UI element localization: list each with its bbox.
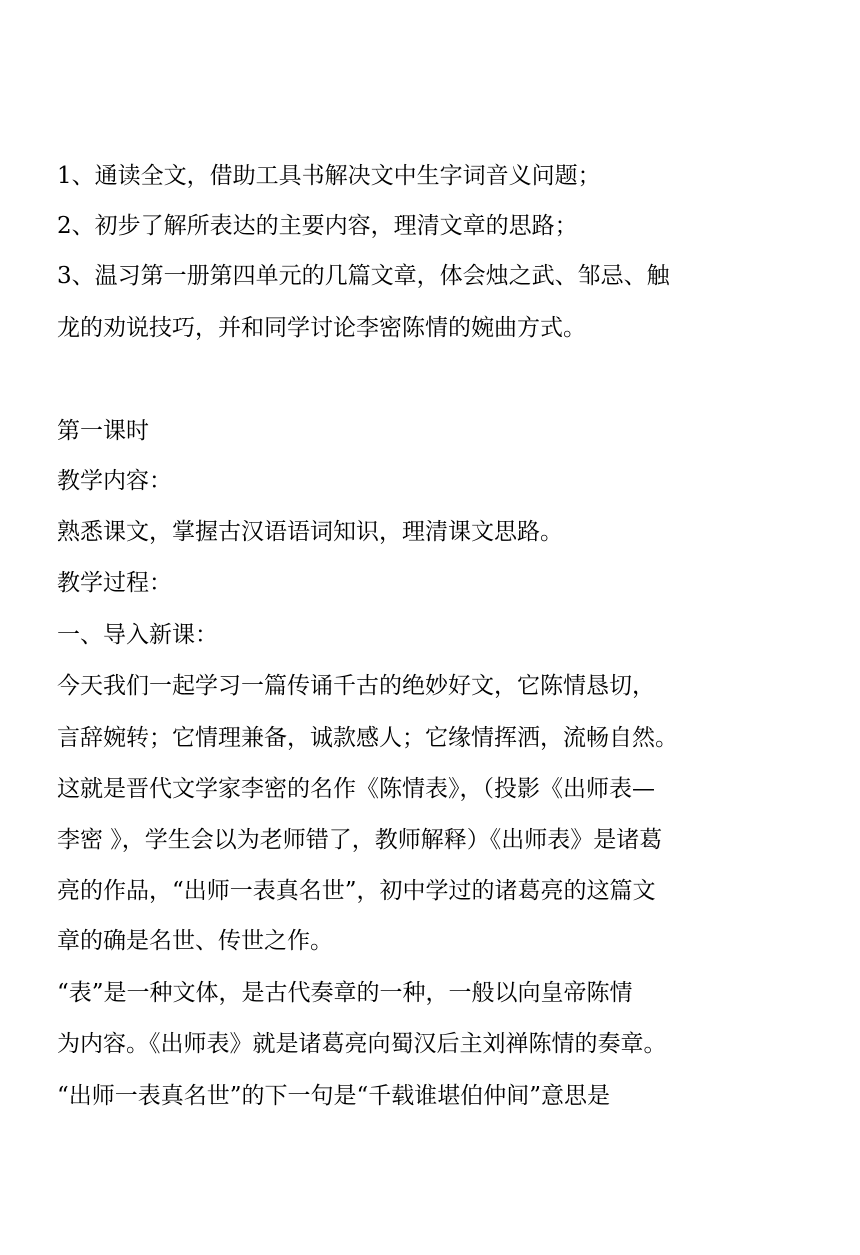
session-title: 第一课时: [57, 418, 149, 444]
paragraph-line: 为内容。《出师表》就是诸葛亮向蜀汉后主刘禅陈情的奏章。: [57, 1031, 667, 1057]
content-text: 熟悉课文，掌握古汉语语词知识，理清课文思路。: [57, 519, 563, 545]
paragraph-line: “出师一表真名世”的下一句是“千载谁堪伯仲间”意思是: [57, 1083, 611, 1109]
objective-line: 3、温习第一册第四单元的几篇文章，体会烛之武、邹忌、触: [57, 263, 670, 289]
objective-line: 1、通读全文，借助工具书解决文中生字词音义问题；: [57, 163, 601, 189]
paragraph-line: 今天我们一起学习一篇传诵千古的绝妙好文，它陈情恳切，: [57, 673, 655, 699]
paragraph-line: 言辞婉转；它情理兼备，诚款感人；它缘情挥洒，流畅自然。: [57, 725, 678, 751]
paragraph-line: 章的确是名世、传世之作。: [57, 928, 333, 954]
section-heading: 一、导入新课：: [57, 622, 218, 648]
paragraph-line: 这就是晋代文学家李密的名作《陈情表》，（投影《出师表—: [57, 776, 655, 802]
paragraph-line: 李密 》，学生会以为老师错了，教师解释）《出师表》是诸葛: [57, 827, 663, 853]
objective-line: 龙的劝说技巧，并和同学讨论李密陈情的婉曲方式。: [57, 315, 586, 341]
objective-line: 2、初步了解所表达的主要内容，理清文章的思路；: [57, 213, 578, 239]
process-heading: 教学过程：: [57, 570, 172, 596]
content-heading: 教学内容：: [57, 468, 172, 494]
paragraph-line: “表”是一种文体，是古代奏章的一种，一般以向皇帝陈情: [57, 980, 633, 1006]
paragraph-line: 亮的作品，“出师一表真名世”，初中学过的诸葛亮的这篇文: [57, 878, 656, 904]
